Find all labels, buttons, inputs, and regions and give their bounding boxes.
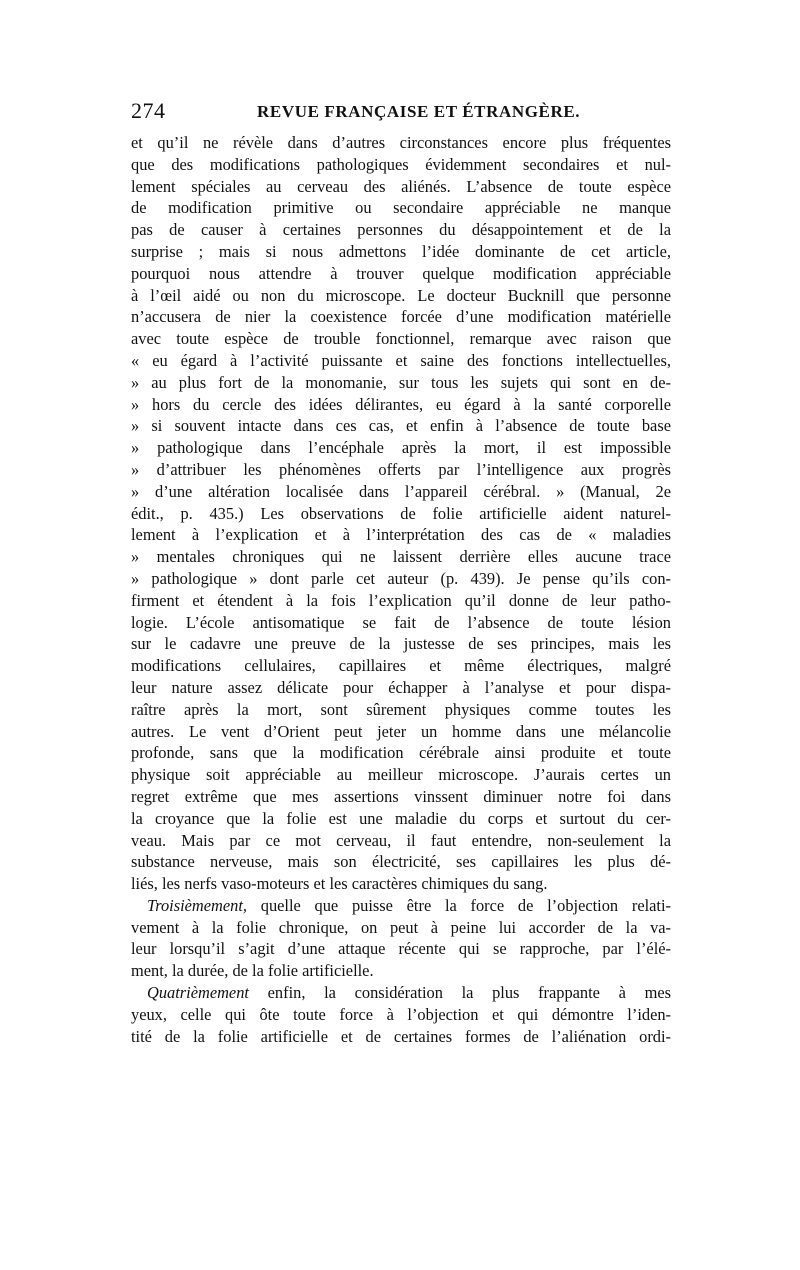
text-line: « eu égard à l’activité puissante et saine des fonctions intellectuelles, — [131, 350, 671, 370]
text-line: leur nature assez délicate pour échapper à l’analyse et pour dispa- — [131, 677, 671, 697]
text-line: profonde, sans que la modification cérébrale ainsi produite et toute — [131, 743, 671, 763]
page-number: 274 — [131, 98, 166, 123]
text-line: tité de la folie artificielle et de certaines formes de l’aliénation ordi- — [131, 1026, 671, 1046]
text-line: modifications cellulaires, capillaires et même électriques, malgré — [131, 656, 671, 676]
journal-title: REVUE FRANÇAISE ET ÉTRANGÈRE. — [257, 102, 581, 121]
text-line: à l’œil aidé ou non du microscope. Le docteur Bucknill que personne — [131, 285, 671, 305]
text-line: regret extrême que mes assertions vinssent diminuer notre foi dans — [131, 786, 671, 806]
text-line: édit., p. 435.) Les observations de folie artificielle aident naturel- — [131, 503, 671, 523]
text-line: leur lorsqu’il s’agit d’une attaque récente qui se rapproche, par l’élé- — [131, 939, 671, 959]
text-span: quelle que puisse être la force de l’objection relati- — [247, 895, 671, 915]
text-line: liés, les nerfs vaso-moteurs et les caractères chimiques du sang. — [131, 874, 548, 894]
text-line: n’accusera de nier la coexistence forcée d’une modification matérielle — [131, 307, 671, 327]
paragraph-2 — [131, 895, 671, 982]
text-line: raître après la mort, sont sûrement physiques comme toutes les — [131, 699, 671, 719]
text-line: de modification primitive ou secondaire appréciable ne manque — [131, 198, 671, 218]
text-line: logie. L’école antisomatique se fait de l’absence de toute lésion — [131, 612, 671, 632]
text-line: » mentales chroniques qui ne laissent derrière elles aucune trace — [131, 547, 671, 567]
text-line: lement spéciales au cerveau des aliénés. L’absence de toute espèce — [131, 176, 671, 196]
text-line: » hors du cercle des idées délirantes, eu égard à la santé corporelle — [131, 394, 671, 414]
italic-lead: Quatrièmement — [147, 983, 249, 1003]
text-line: veau. Mais par ce mot cerveau, il faut entendre, non-seulement la — [131, 830, 671, 850]
text-line: la croyance que la folie est une maladie du corps et surtout du cer- — [131, 808, 671, 828]
text-line: que des modifications pathologiques évidemment secondaires et nul- — [131, 154, 671, 174]
text-line: substance nerveuse, mais son électricité, ses capillaires les plus dé- — [131, 852, 671, 872]
text-line: » d’une altération localisée dans l’appareil cérébral. » (Manual, 2e — [131, 481, 671, 501]
text-line: lement à l’explication et à l’interprétation des cas de « maladies — [131, 525, 671, 545]
text-line: » si souvent intacte dans ces cas, et enfin à l’absence de toute base — [131, 416, 671, 436]
text-line: autres. Le vent d’Orient peut jeter un homme dans une mélancolie — [131, 721, 671, 741]
paragraph-3 — [131, 982, 671, 1047]
body-text — [131, 132, 671, 1047]
text-line: sur le cadavre une preuve de la justesse de ses principes, mais les — [131, 634, 671, 654]
text-line — [131, 895, 671, 917]
text-line: yeux, celle qui ôte toute force à l’objection et qui démontre l’iden- — [131, 1004, 671, 1024]
text-line: et qu’il ne révèle dans d’autres circonstances encore plus fréquentes — [131, 133, 671, 152]
text-line: » pathologique » dont parle cet auteur (p. 439). Je pense qu’ils con- — [131, 568, 671, 588]
text-line: firment et étendent à la fois l’explication qu’il donne de leur patho- — [131, 590, 671, 610]
text-line — [131, 982, 671, 1004]
text-line: pourquoi nous attendre à trouver quelque modification appréciable — [131, 263, 671, 283]
italic-lead: Troisièmement, — [147, 895, 248, 915]
text-line: vement à la folie chronique, on peut à peine lui accorder de la va- — [131, 917, 671, 937]
paragraph-1 — [131, 132, 671, 895]
text-span: enfin, la considération la plus frappante à mes — [248, 983, 671, 1003]
text-line: avec toute espèce de trouble fonctionnel, remarque avec raison que — [131, 329, 671, 349]
text-line: » pathologique dans l’encéphale après la mort, il est impossible — [131, 438, 671, 458]
text-line: surprise ; mais si nous admettons l’idée dominante de cet article, — [131, 241, 671, 261]
text-line: pas de causer à certaines personnes du désappointement et de la — [131, 220, 671, 240]
text-line: » au plus fort de la monomanie, sur tous les sujets qui sont en de- — [131, 372, 671, 392]
text-line: physique soit appréciable au meilleur microscope. J’aurais certes un — [131, 765, 671, 785]
running-head — [131, 98, 671, 124]
text-line: » d’attribuer les phénomènes offerts par l’intelligence aux progrès — [131, 459, 671, 479]
text-line: ment, la durée, de la folie artificielle. — [131, 961, 374, 981]
